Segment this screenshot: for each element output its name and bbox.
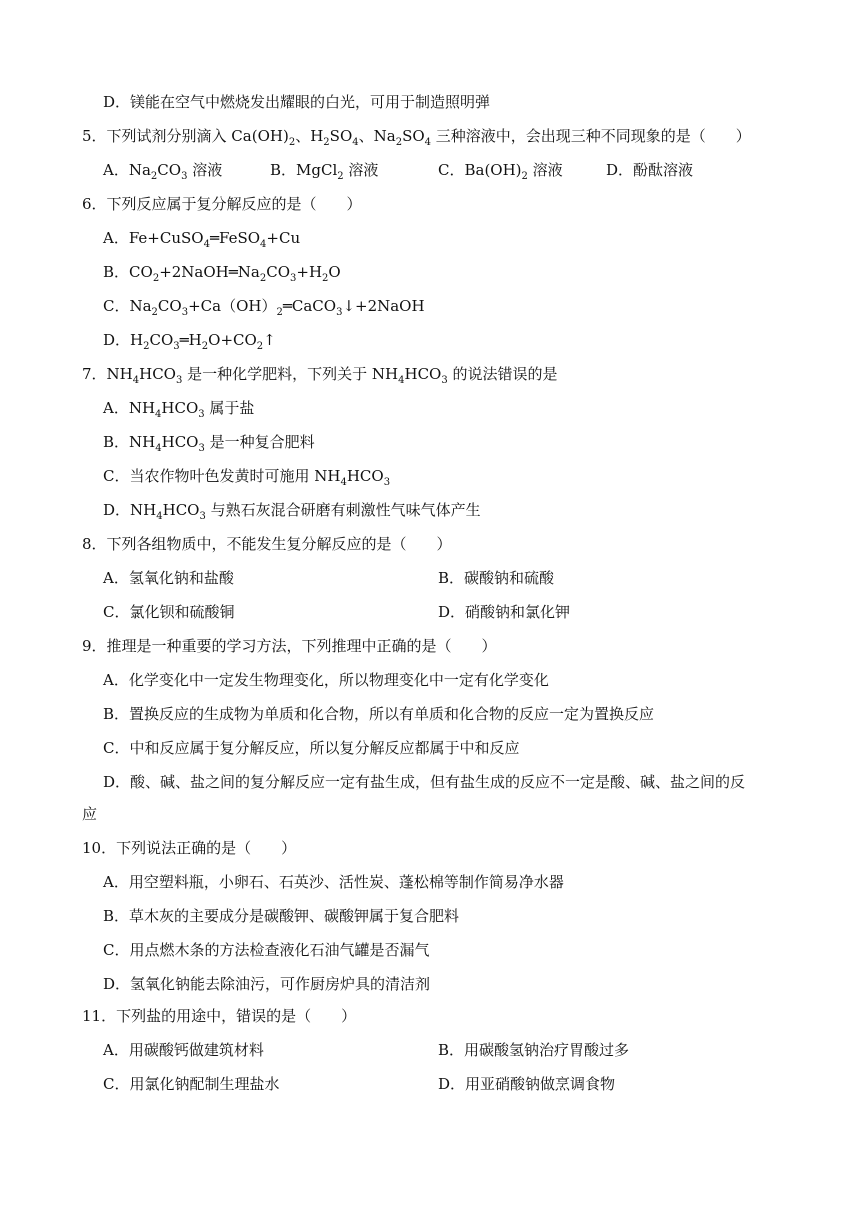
q10-stem: 10．下列说法正确的是（ ） (82, 839, 297, 857)
q7-option-c: C．当农作物叶色发黄时可施用 $NH_4HCO_3$ (103, 467, 391, 488)
q11-option-a: A．用碳酸钙做建筑材料 (103, 1041, 264, 1059)
q8-option-d: D．硝酸钠和氯化钾 (438, 603, 571, 621)
q7-option-b: B．$NH_4HCO_3$ 是一种复合肥料 (103, 433, 315, 454)
q5-option-c: C．$Ba(OH)_2$ 溶液 (438, 161, 563, 182)
q7-option-d: D．$NH_4HCO_3$ 与熟石灰混合研磨有刺激性气味气体产生 (103, 501, 481, 522)
q11-stem: 11．下列盐的用途中，错误的是（ ） (82, 1007, 357, 1025)
q5-option-d: D．酚酞溶液 (606, 161, 694, 179)
q6-option-c: C．$Na_2CO_3+Ca(OH)_2═CaCO_3↓+2NaOH$ (103, 297, 425, 318)
q11-option-d: D．用亚硝酸钠做烹调食物 (438, 1075, 616, 1093)
q8-option-c: C．氯化钡和硫酸铜 (103, 603, 235, 621)
q7-option-a: A．$NH_4HCO_3$ 属于盐 (103, 399, 255, 420)
q8-option-b: B．碳酸钠和硫酸 (438, 569, 555, 587)
q10-option-a: A．用空塑料瓶，小卵石、石英沙、活性炭、蓬松棉等制作简易净水器 (103, 873, 564, 891)
q5-option-a: A．$Na_2CO_3$ 溶液 (103, 161, 223, 182)
q11-option-c: C．用氯化钠配制生理盐水 (103, 1075, 280, 1093)
q9-option-d: D．酸、碱、盐之间的复分解反应一定有盐生成，但有盐生成的反应不一定是酸、碱、盐之间的反 (103, 773, 746, 791)
q6-option-d: D．$H_2CO_3═H_2O+CO_2↑$ (103, 331, 276, 352)
q9-option-c: C．中和反应属于复分解反应，所以复分解反应都属于中和反应 (103, 739, 520, 757)
q6-option-b: B．$CO_2+2NaOH═Na_2CO_3+H_2O$ (103, 263, 341, 284)
q8-stem: 8．下列各组物质中，不能发生复分解反应的是（ ） (82, 535, 452, 553)
q4-option-d: D．镁能在空气中燃烧发出耀眼的白光，可用于制造照明弹 (103, 93, 491, 111)
q8-option-a: A．氢氧化钠和盐酸 (103, 569, 234, 587)
q9-option-b: B．置换反应的生成物为单质和化合物，所以有单质和化合物的反应一定为置换反应 (103, 705, 655, 723)
q6-stem: 6．下列反应属于复分解反应的是（ ） (82, 195, 362, 213)
q10-option-b: B．草木灰的主要成分是碳酸钾、碳酸钾属于复合肥料 (103, 907, 460, 925)
q5-stem: 5．下列试剂分别滴入 $Ca(OH)_2$、$H_2SO_4$、$Na_2SO_4$ 三种溶液中，会出现三种不同现象的是（ ） (82, 127, 751, 148)
q5-option-b: B．MgCl$_2$ 溶液 (270, 161, 379, 182)
q9-stem: 9．推理是一种重要的学习方法，下列推理中正确的是（ ） (82, 637, 497, 655)
q9-option-a: A．化学变化中一定发生物理变化，所以物理变化中一定有化学变化 (103, 671, 549, 689)
q7-stem: 7．$NH_4HCO_3$ 是一种化学肥料，下列关于 $NH_4HCO_3$ 的说法错误的是 (82, 365, 558, 386)
q10-option-d: D．氢氧化钠能去除油污，可作厨房炉具的清洁剂 (103, 975, 431, 993)
q9-option-d-continued: 应 (82, 805, 98, 823)
q11-option-b: B．用碳酸氢钠治疗胃酸过多 (438, 1041, 630, 1059)
q6-option-a: A．Fe+CuSO$_4$═FeSO$_4$+Cu (103, 229, 301, 250)
q10-option-c: C．用点燃木条的方法检查液化石油气罐是否漏气 (103, 941, 430, 959)
